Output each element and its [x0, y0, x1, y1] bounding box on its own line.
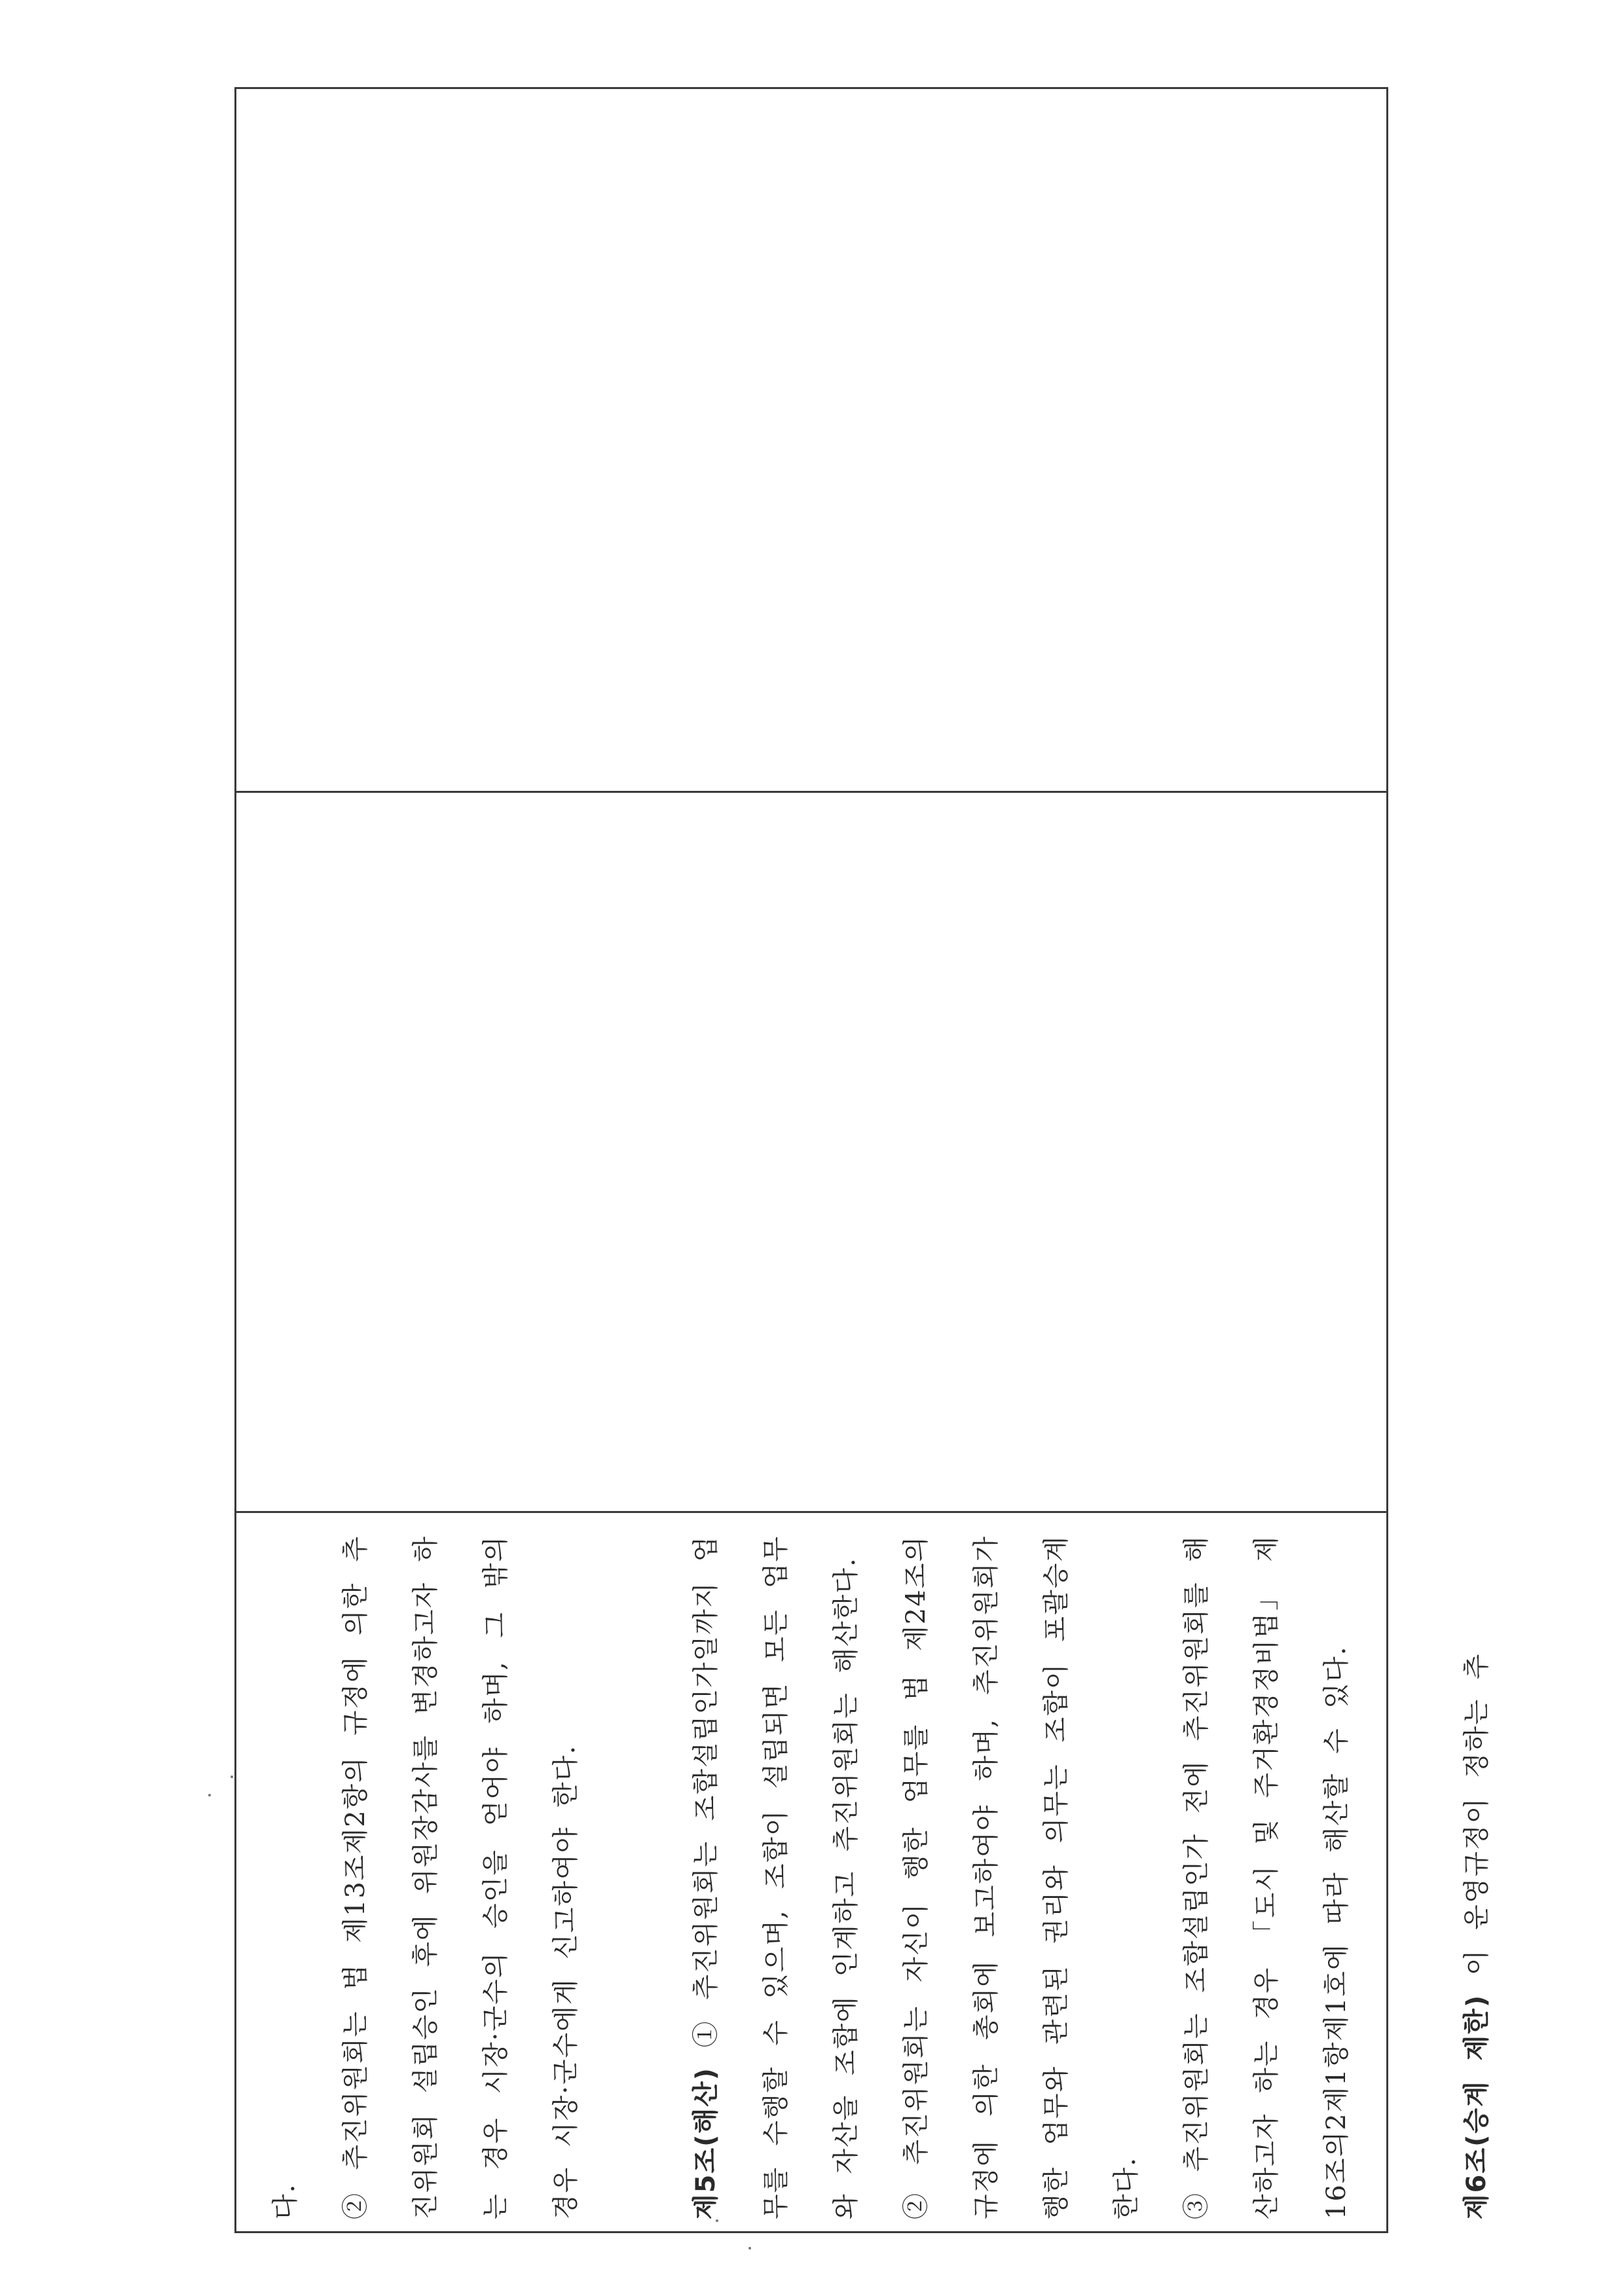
article-heading: 제6조(승계 제한): [1462, 1994, 1492, 2219]
paragraph-continuation: 다.: [270, 2183, 301, 2219]
paragraph-article5-clause1: 제5조(해산) ① 추진위원회는 조합설립인가일까지 업무를 수행할 수 있으며, 조합이 설립되면 모든 업무와 자산을 조합에 인계하고 추진위원회는 해산한다.: [691, 1535, 861, 2219]
paragraph-article4-clause2: ② 추진위원회는 법 제13조제2항의 규정에 의한 추진위원회 설립승인 후에 위원장감사를 변경하고자 하는 경우 시장·군수의 승인을 얻어야 하며, 그 밖의 경우 시장·군수에게 신고하여야 한다.: [341, 1535, 581, 2219]
rotated-text-panel: [246, 1529, 1492, 2226]
scan-speck: [231, 1776, 233, 1778]
paragraph-gap: [601, 1535, 671, 2219]
cell-divider-bottom: [236, 1511, 1386, 1513]
scan-speck: [208, 1794, 211, 1796]
paragraph-article5-clause2: ② 추진위원회는 자신이 행한 업무를 법 제24조의 규정에 의한 총회에 보고하여야 하며, 추진위원회가 행한 업무와 관련된 권리와 의무는 조합이 포괄승계한다.: [901, 1535, 1141, 2219]
paragraph-gap: [1372, 1535, 1442, 2219]
paragraph-article5-clause3: ③ 추진위원회는 조합설립인가 전에 추진위원회를 해산하고자 하는 경우 「도시 및 주거환경정비법」 제16조의2제1항제1호에 따라 해산할 수 있다.: [1181, 1535, 1352, 2219]
cell-divider-top: [236, 791, 1386, 793]
paragraph-article6: 제6조(승계 제한) 이 운영규정이 정하는 추: [1462, 1652, 1492, 2219]
scan-speck: [748, 2247, 751, 2250]
article-heading: 제5조(해산): [691, 2067, 721, 2219]
scan-speck: [716, 2219, 718, 2222]
